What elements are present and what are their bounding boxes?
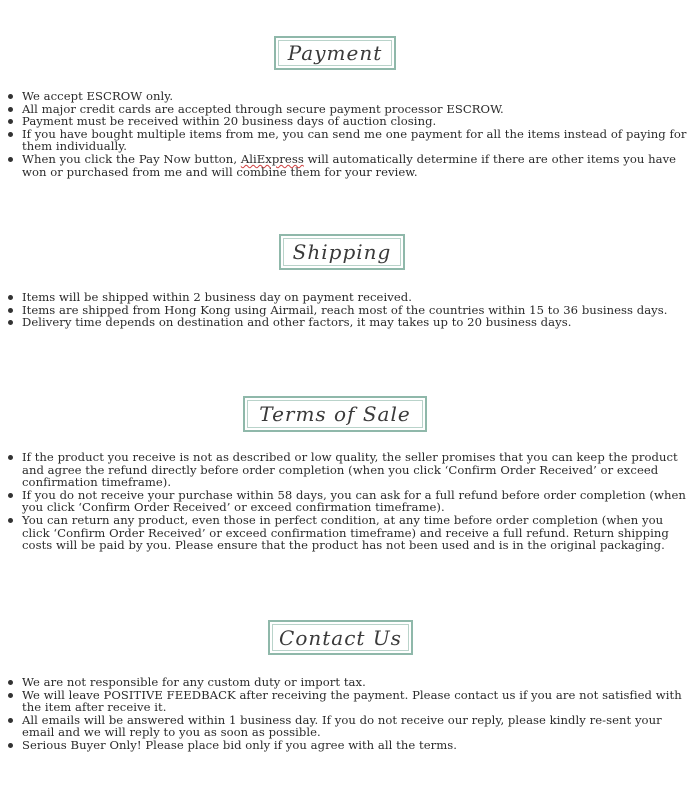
list-item: If you do not receive your purchase within 58 days, you can ask for a full refund before order completion (when you click ‘Confirm Order Received’ or exceed confirmation timeframe). xyxy=(6,489,690,514)
list-item: We are not responsible for any custom duty or import tax. xyxy=(6,676,690,689)
shipping-heading xyxy=(279,234,405,270)
list-item: All major credit cards are accepted through secure payment processor ESCROW. xyxy=(6,103,690,116)
aliexpress-brand: AliExpress xyxy=(240,151,304,166)
list-item: All emails will be answered within 1 business day. If you do not receive our reply, please kindly re-sent your email and we will reply to you as soon as possible. xyxy=(6,714,690,739)
terms-heading xyxy=(243,396,427,432)
payment-list xyxy=(6,90,690,178)
list-item: We accept ESCROW only. xyxy=(6,90,690,103)
list-item xyxy=(6,153,690,178)
list-item: Serious Buyer Only! Please place bid only if you agree with all the terms. xyxy=(6,739,690,752)
list-item: We will leave POSITIVE FEEDBACK after receiving the payment. Please contact us if you are not satisfied with the item after receive it. xyxy=(6,689,690,714)
contact-list xyxy=(6,676,690,752)
payment-heading xyxy=(274,36,396,70)
payment-title: Payment xyxy=(287,41,383,65)
list-item: Delivery time depends on destination and other factors, it may takes up to 20 business days. xyxy=(6,316,690,329)
contact-heading xyxy=(268,620,413,655)
list-item: Items are shipped from Hong Kong using Airmail, reach most of the countries within 15 to 36 business days. xyxy=(6,304,690,317)
list-item: If you have bought multiple items from me, you can send me one payment for all the items instead of paying for them individually. xyxy=(6,128,690,153)
list-item: Payment must be received within 20 business days of auction closing. xyxy=(6,115,690,128)
shipping-title: Shipping xyxy=(292,240,392,264)
terms-list xyxy=(6,451,690,552)
list-item: You can return any product, even those in perfect condition, at any time before order completion (when you click ‘Confirm Order Received’ or exceed confirmation timeframe) and receive a full refund. Return shipping costs will be paid by you. Please ensure that the product has not been used and is in the original packaging. xyxy=(6,514,690,552)
terms-title: Terms of Sale xyxy=(259,402,411,426)
contact-title: Contact Us xyxy=(279,625,402,650)
shipping-list xyxy=(6,291,690,329)
list-item: If the product you receive is not as described or low quality, the seller promises that you can keep the product and agree the refund directly before order completion (when you click ‘Confirm Order Received’ or exceed confirmation timeframe). xyxy=(6,451,690,489)
pay-now-text: When you click the Pay Now button, xyxy=(22,151,241,166)
list-item: Items will be shipped within 2 business day on payment received. xyxy=(6,291,690,304)
pay-now-text-end: will automatically determine if there are other items you have won or purchased from me and will combine them for your review. xyxy=(22,151,677,179)
